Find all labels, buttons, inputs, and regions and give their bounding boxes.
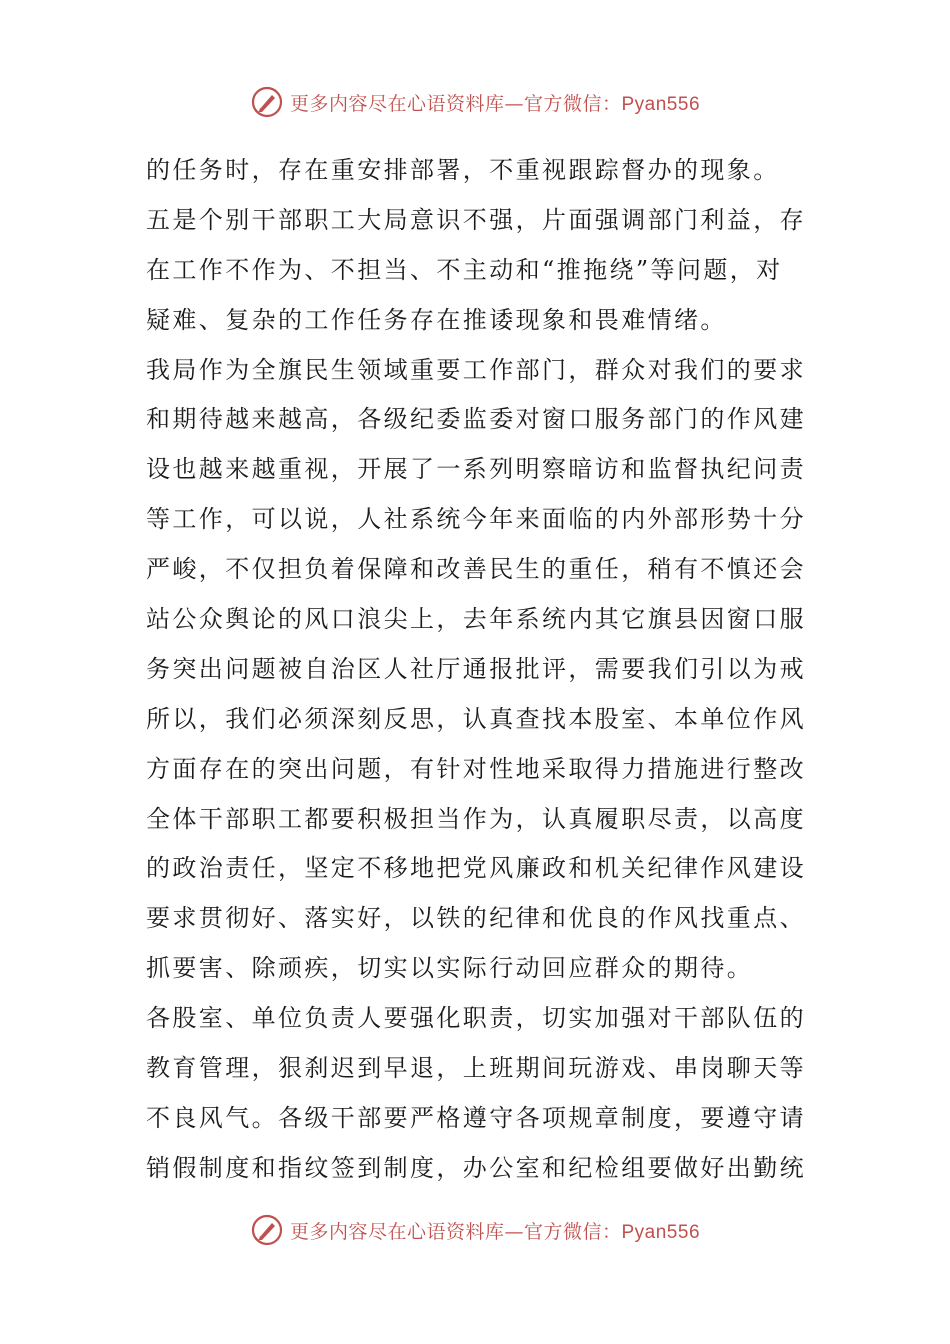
text-line: 设也越来越重视，开展了一系列明察暗访和监督执纪问责 [146, 455, 806, 484]
text-line: 销假制度和指纹签到制度，办公室和纪检组要做好出勤统 [146, 1153, 806, 1182]
text-line: 所以，我们必须深刻反思，认真查找本股室、本单位作风 [146, 704, 806, 733]
text-line: 抓要害、除顽疾，切实以实际行动回应群众的期待。 [146, 954, 754, 983]
text-line: 在工作不作为、不担当、不主动和“推拖绕”等问题，对 [146, 255, 783, 284]
text-line: 教育管理，狠刹迟到早退，上班期间玩游戏、串岗聊天等 [146, 1054, 806, 1083]
text-line: 五是个别干部职工大局意识不强，片面强调部门利益，存 [146, 205, 806, 234]
text-line: 严峻，不仅担负着保障和改善民生的重任，稍有不慎还会 [146, 555, 806, 584]
banner-slogan: 更多内容尽在心语资料库—官方微信： [289, 92, 622, 115]
document-body [146, 146, 806, 1194]
header-banner [0, 82, 950, 122]
pen-logo-icon [250, 85, 284, 119]
text-line: 疑难、复杂的工作任务存在推诿现象和畏难情绪。 [146, 305, 727, 334]
banner-text [290, 89, 700, 116]
text-line: 全体干部职工都要积极担当作为，认真履职尽责，以高度 [146, 804, 806, 833]
footer-banner [0, 1210, 950, 1250]
text-line: 不良风气。各级干部要严格遵守各项规章制度，要遵守请 [146, 1103, 806, 1132]
text-line: 各股室、单位负责人要强化职责，切实加强对干部队伍的 [146, 1004, 806, 1033]
text-line: 我局作为全旗民生领域重要工作部门，群众对我们的要求 [146, 355, 806, 384]
text-line: 的政治责任，坚定不移地把党风廉政和机关纪律作风建设 [146, 854, 806, 883]
text-line: 的任务时，存在重安排部署，不重视跟踪督办的现象。 [146, 156, 780, 184]
banner-wechat-id: Pyan556 [621, 93, 701, 115]
text-line: 方面存在的突出问题，有针对性地采取得力措施进行整改 [146, 754, 806, 783]
text-line: 务突出问题被自治区人社厅通报批评，需要我们引以为戒 [146, 654, 806, 683]
text-line: 要求贯彻好、落实好，以铁的纪律和优良的作风找重点、 [146, 904, 806, 933]
banner-wechat-id: Pyan556 [621, 1221, 701, 1243]
text-line: 和期待越来越高，各级纪委监委对窗口服务部门的作风建 [146, 405, 806, 434]
banner-text [290, 1217, 700, 1244]
text-line: 等工作，可以说，人社系统今年来面临的内外部形势十分 [146, 505, 806, 534]
text-line: 站公众舆论的风口浪尖上，去年系统内其它旗县因窗口服 [146, 605, 806, 634]
banner-slogan: 更多内容尽在心语资料库—官方微信： [289, 1220, 622, 1243]
pen-logo-icon [250, 1213, 284, 1247]
